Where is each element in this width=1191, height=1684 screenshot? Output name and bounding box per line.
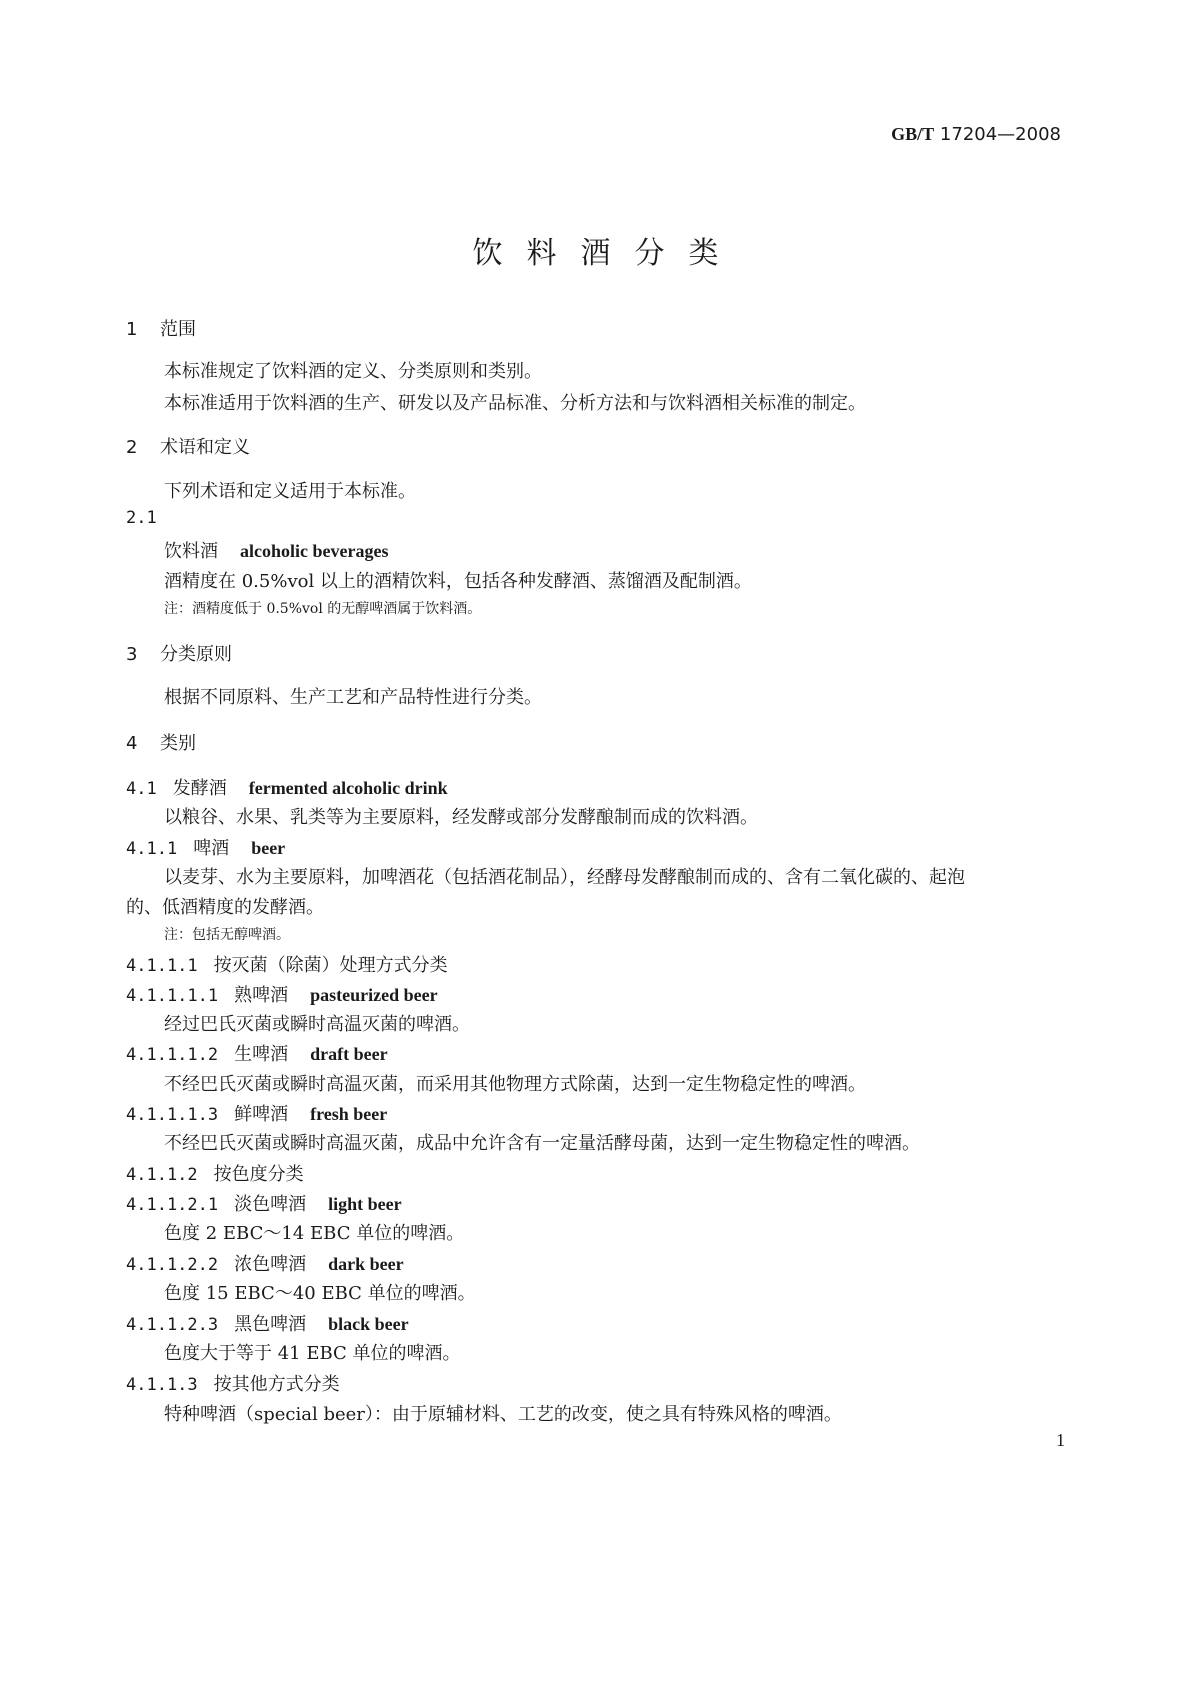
clause-heading (126, 1190, 402, 1216)
clause-heading (126, 834, 285, 860)
clause-definition: 不经巴氏灭菌或瞬时高温灭菌，成品中允许含有一定量活酵母菌，达到一定生物稳定性的啤酒。 (164, 1133, 920, 1154)
section-number: 4 (126, 733, 138, 754)
clause-en: beer (251, 838, 286, 858)
clause-number: 4.1.1.1.3 (126, 1105, 219, 1125)
standard-code (891, 124, 1061, 145)
clause-zh: 生啤酒 (234, 1044, 289, 1065)
clause-en: light beer (328, 1194, 402, 1214)
clause-zh: 按色度分类 (213, 1164, 304, 1185)
clause-number: 4.1.1 (126, 839, 178, 859)
clause-definition: 不经巴氏灭菌或瞬时高温灭菌，而采用其他物理方式除菌，达到一定生物稳定性的啤酒。 (164, 1074, 866, 1095)
clause-heading (126, 774, 448, 800)
clause-definition-continued: 的、低酒精度的发酵酒。 (126, 897, 324, 918)
clause-number: 4.1.1.2.3 (126, 1315, 219, 1335)
clause-en: fresh beer (310, 1104, 388, 1124)
term-definition: 酒精度在 0.5%vol 以上的酒精饮料，包括各种发酵酒、蒸馏酒及配制酒。 (164, 571, 752, 592)
clause-en: pasteurized beer (310, 985, 438, 1005)
term-en: alcoholic beverages (240, 541, 389, 561)
document-title: 饮料酒分类 (472, 236, 743, 271)
clause-zh: 浓色啤酒 (234, 1254, 307, 1275)
section-number: 3 (126, 644, 138, 665)
clause-definition: 以粮谷、水果、乳类等为主要原料，经发酵或部分发酵酿制而成的饮料酒。 (164, 807, 758, 828)
term-heading (164, 537, 388, 563)
clause-heading (126, 1160, 304, 1186)
clause-heading (126, 1310, 409, 1336)
section-2-heading (126, 433, 250, 459)
section-title: 分类原则 (160, 644, 232, 665)
clause-definition: 经过巴氏灭菌或瞬时高温灭菌的啤酒。 (164, 1014, 470, 1035)
clause-zh: 淡色啤酒 (234, 1194, 307, 1215)
clause-heading (126, 981, 438, 1007)
clause-en: fermented alcoholic drink (248, 778, 448, 798)
clause-number: 4.1.1.1 (126, 956, 198, 976)
clause-heading (126, 1370, 340, 1396)
clause-zh: 啤酒 (193, 838, 230, 859)
note: 注：酒精度低于 0.5%vol 的无醇啤酒属于饮料酒。 (164, 601, 482, 617)
clause-zh: 黑色啤酒 (234, 1314, 307, 1335)
section-title: 范围 (160, 319, 196, 340)
section-3-heading (126, 640, 232, 666)
note: 注：包括无醇啤酒。 (164, 927, 290, 943)
section-number: 1 (126, 319, 138, 340)
standard-code-number: 17204—2008 (939, 124, 1061, 145)
clause-heading (126, 1100, 387, 1126)
clause-heading (126, 1040, 388, 1066)
clause-number: 4.1.1.3 (126, 1375, 198, 1395)
paragraph: 本标准适用于饮料酒的生产、研发以及产品标准、分析方法和与饮料酒相关标准的制定。 (164, 393, 866, 414)
clause-number: 4.1.1.2.2 (126, 1255, 219, 1275)
clause-zh: 按其他方式分类 (213, 1374, 340, 1395)
clause-zh: 发酵酒 (172, 778, 227, 799)
clause-number: 4.1.1.2 (126, 1165, 198, 1185)
clause-en: dark beer (328, 1254, 404, 1274)
clause-number: 4.1.1.1.2 (126, 1045, 219, 1065)
clause-en: black beer (328, 1314, 409, 1334)
clause-definition: 色度大于等于 41 EBC 单位的啤酒。 (164, 1343, 461, 1364)
section-title: 术语和定义 (160, 437, 250, 458)
clause-number: 4.1 (126, 779, 157, 799)
section-number: 2 (126, 437, 138, 458)
section-title: 类别 (160, 733, 196, 754)
clause-heading (126, 1250, 404, 1276)
section-4-heading (126, 729, 196, 755)
paragraph: 根据不同原料、生产工艺和产品特性进行分类。 (164, 687, 542, 708)
paragraph: 下列术语和定义适用于本标准。 (164, 481, 416, 502)
page-number: 1 (1056, 1430, 1065, 1450)
term-zh: 饮料酒 (164, 541, 218, 562)
clause-zh: 按灭菌（除菌）处理方式分类 (213, 955, 448, 976)
clause-number: 4.1.1.1.1 (126, 986, 219, 1006)
clause-definition: 特种啤酒（special beer）：由于原辅材料、工艺的改变，使之具有特殊风格的啤酒。 (164, 1404, 842, 1425)
clause-heading (126, 951, 448, 977)
clause-definition: 以麦芽、水为主要原料，加啤酒花（包括酒花制品），经酵母发酵酿制而成的、含有二氧化碳的、起泡 (164, 867, 965, 888)
term-number: 2.1 (126, 508, 157, 528)
clause-en: draft beer (310, 1044, 388, 1064)
clause-zh: 熟啤酒 (234, 985, 289, 1006)
clause-zh: 鲜啤酒 (234, 1104, 289, 1125)
standard-code-prefix: GB/T (891, 124, 935, 144)
section-1-heading (126, 315, 196, 341)
paragraph: 本标准规定了饮料酒的定义、分类原则和类别。 (164, 361, 542, 382)
clause-definition: 色度 2 EBC～14 EBC 单位的啤酒。 (164, 1223, 465, 1244)
clause-number: 4.1.1.2.1 (126, 1195, 219, 1215)
clause-definition: 色度 15 EBC～40 EBC 单位的啤酒。 (164, 1283, 476, 1304)
